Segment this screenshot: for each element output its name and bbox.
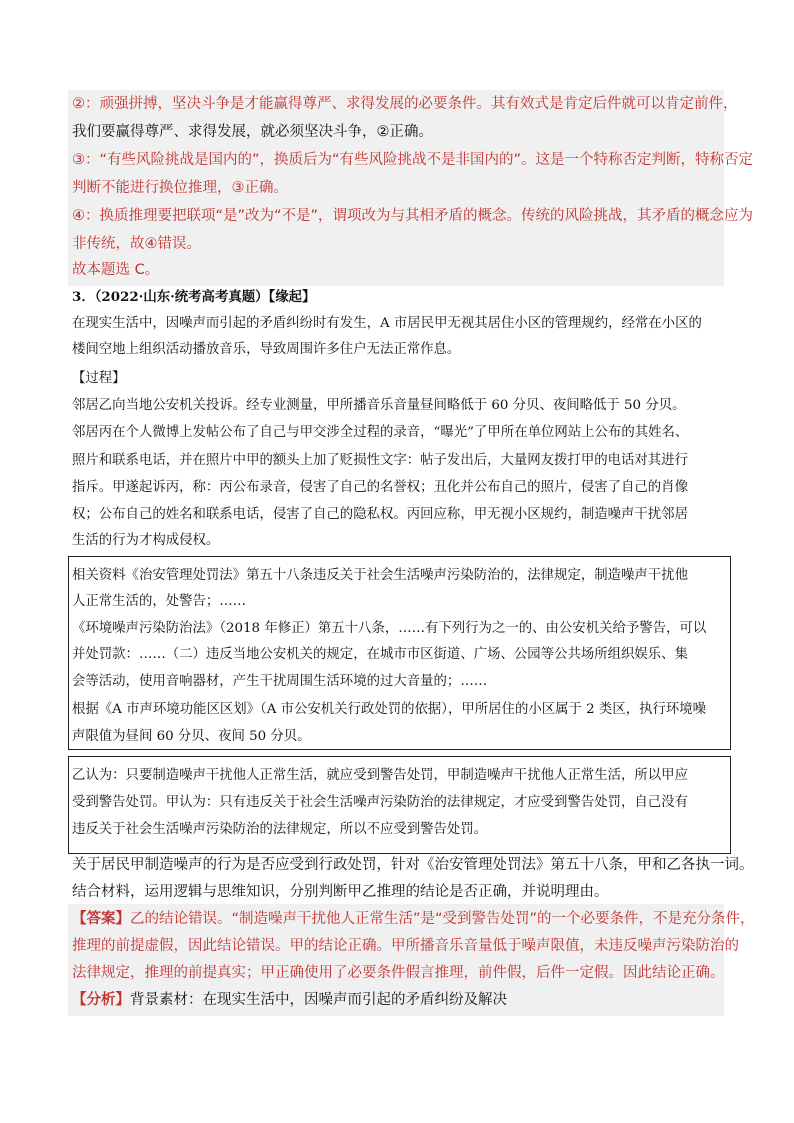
- answer-text: 乙的结论错误。“制造噪声干扰他人正常生活”是“受到警告处罚”的一个必要条件，不是充分条件，: [130, 911, 755, 927]
- explanation-line: 判断不能进行换位推理，③正确。: [72, 180, 288, 196]
- prompt-line: 关于居民甲制造噪声的行为是否应受到行政处罚，针对《治安管理处罚法》第五十八条，甲和乙各执一词。: [72, 857, 754, 873]
- question-header: 3．（2022·山东·统考高考真题）【缘起】: [72, 289, 316, 305]
- legal-line: 人正常生活的，处警告；……: [72, 594, 247, 609]
- explanation-line: 故本题选 C。: [72, 262, 160, 278]
- answer-first-line: [72, 909, 755, 929]
- explanation-line: ②：顽强拼搏，坚决斗争是才能赢得尊严、求得发展的必要条件。其有效式是肯定后件就可以肯定前件，: [72, 96, 738, 112]
- legal-line: 声限值为昼间 60 分贝、夜间 50 分贝。: [72, 729, 311, 744]
- answer-label: 【答案】: [72, 911, 130, 927]
- legal-line: 并处罚款：……（二）违反当地公安机关的规定，在城市市区街道、广场、公园等公共场所组织娱乐、集: [72, 647, 688, 662]
- process-line: 邻居乙向当地公安机关投诉。经专业测量，甲所播音乐音量昼间略低于 60 分贝、夜间略低于 50 分贝。: [72, 398, 686, 413]
- process-line: 权；公布自己的姓名和联系电话，侵害了自己的隐私权。丙回应称，甲无视小区规约，制造噪声干扰邻居: [72, 507, 688, 522]
- viewpoint-line: 乙认为：只要制造噪声干扰他人正常生活，就应受到警告处罚，甲制造噪声干扰他人正常生活，所以甲应: [72, 768, 688, 783]
- analysis-label: 【分析】: [72, 992, 130, 1008]
- legal-line: 会等活动，使用音响器材，产生干扰周围生活环境的过大音量的；……: [72, 674, 488, 689]
- answer-line: 推理的前提虚假，因此结论错误。甲的结论正确。甲所播音乐音量低于噪声限值，未违反噪声污染防治的: [72, 938, 739, 954]
- explanation-line: ③：“有些风险挑战是国内的”，换质后为“有些风险挑战不是非国内的”。这是一个特称否定判断，特称否定: [72, 152, 754, 168]
- process-line: 邻居丙在个人微博上发帖公布了自己与甲交涉全过程的录音，“曝光”了甲所在单位网站上公布的其姓名、: [72, 425, 689, 440]
- analysis-text: 背景素材：在现实生活中，因噪声而引起的矛盾纠纷及解决: [130, 992, 507, 1008]
- process-title: 【过程】: [72, 371, 126, 386]
- explanation-line: 非传统，故④错误。: [72, 236, 201, 252]
- prompt-line: 结合材料，运用逻辑与思维知识，分别判断甲乙推理的结论是否正确，并说明理由。: [72, 884, 609, 900]
- process-line: 照片和联系电话，并在照片中甲的额头上加了贬损性文字：帖子发出后，大量网友拨打甲的电话对其进行: [72, 453, 688, 468]
- origin-line: 在现实生活中，因噪声而引起的矛盾纠纷时有发生，A 市居民甲无视其居住小区的管理规约，经常在小区的: [72, 316, 702, 331]
- viewpoint-line: 违反关于社会生活噪声污染防治的法律规定，所以不应受到警告处罚。: [72, 822, 488, 837]
- origin-line: 楼间空地上组织活动播放音乐，导致周围许多住户无法正常作息。: [72, 342, 461, 357]
- process-line: 指斥。甲遂起诉丙，称：丙公布录音，侵害了自己的名誉权；丑化并公布自己的照片，侵害了自己的肖像: [72, 480, 688, 495]
- legal-line: 根据《A 市声环境功能区区划》（A 市公安机关行政处罚的依据），甲所居住的小区属于 2 类区，执行环境噪: [72, 702, 707, 717]
- analysis-line: [72, 990, 507, 1010]
- legal-line: 相关资料《治安管理处罚法》第五十八条违反关于社会生活噪声污染防治的，法律规定，制造噪声干扰他: [72, 568, 688, 583]
- answer-line: 法律规定，推理的前提真实；甲正确使用了必要条件假言推理，前件假，后件一定假。因此结论正确。: [72, 965, 725, 981]
- legal-line: 《环境噪声污染防治法》（2018 年修正）第五十八条，……有下列行为之一的、由公安机关给予警告，可以: [72, 621, 707, 636]
- viewpoint-line: 受到警告处罚。甲认为：只有违反关于社会生活噪声污染防治的法律规定，才应受到警告处罚，自己没有: [72, 795, 688, 810]
- explanation-line: ④：换质推理要把联项“是”改为“不是”，谓项改为与其相矛盾的概念。传统的风险挑战，其矛盾的概念应为: [72, 208, 754, 224]
- explanation-line: 我们要赢得尊严、求得发展，就必须坚决斗争，②正确。: [72, 124, 433, 140]
- process-line: 生活的行为才构成侵权。: [72, 533, 220, 548]
